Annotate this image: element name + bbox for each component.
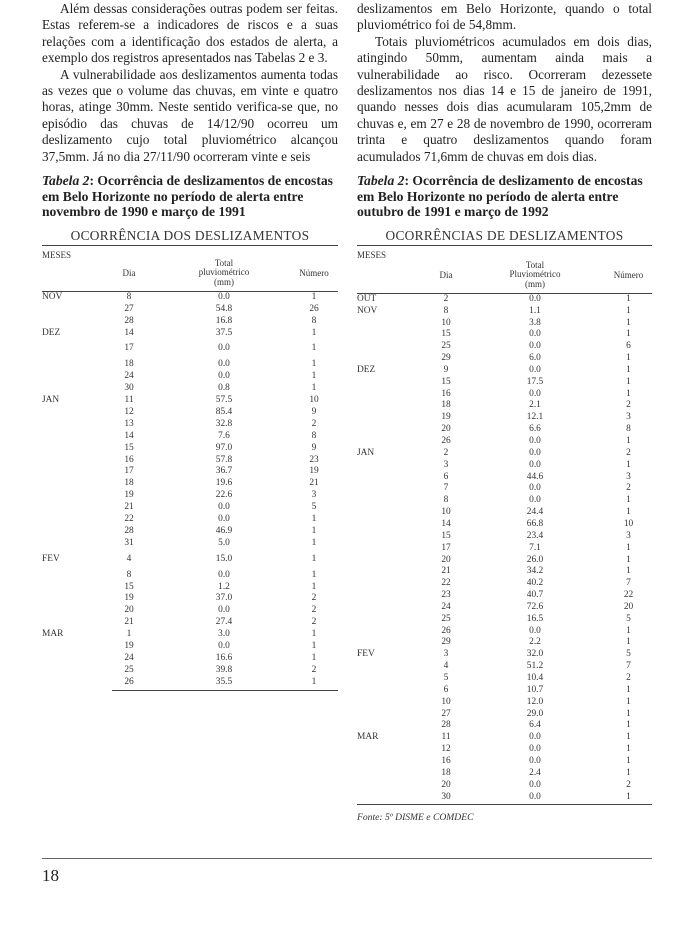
table-bottom-rule — [357, 804, 652, 805]
total-cell: 0.0 — [529, 459, 541, 470]
number-cell: 1 — [311, 676, 317, 687]
number-cell: 1 — [311, 553, 317, 564]
header-numero: Número — [299, 267, 329, 278]
total-cell: 0.0 — [529, 791, 541, 802]
number-cell: 8 — [311, 430, 317, 441]
day-cell: 15 — [441, 329, 451, 340]
table-body — [42, 292, 338, 694]
number-cell: 10 — [623, 518, 634, 529]
header-total-line1: Total — [525, 259, 545, 270]
total-cell: 24.4 — [526, 507, 544, 518]
number-cell: 1 — [626, 436, 631, 447]
day-cell: 2 — [443, 447, 449, 458]
number-cell: 5 — [626, 613, 631, 624]
day-cell: 18 — [124, 359, 134, 370]
paragraph: Totais pluviométricos acumulados em dois dias, atingindo 50mm, aumentam ainda mais a vulnerabilidade ao risco. Ocorreram dezessete deslizamentos nos dias 14 e 15 de janeiro de 1991, quando nesses dois dias acumularam 105,2mm de chuvas e, em 27 e 28 de novembro de 1990, ocorreram trinta e quatro deslizamentos quando foram acumulados 71,6mm de chuvas em dois dias. — [357, 33, 652, 164]
total-cell: 5.0 — [218, 537, 230, 548]
total-cell: 0.0 — [218, 502, 230, 513]
day-cell: 26 — [441, 436, 451, 447]
day-cell: 27 — [441, 708, 451, 719]
month-cell: FEV — [42, 553, 60, 564]
day-cell: 16 — [441, 755, 451, 766]
number-cell: 6 — [626, 341, 631, 352]
day-cell: 27 — [124, 303, 134, 314]
month-cell: DEZ — [42, 327, 61, 338]
total-cell: 10.7 — [526, 684, 544, 695]
total-cell: 0.0 — [529, 436, 541, 447]
total-cell: 16.8 — [215, 315, 233, 326]
number-cell: 1 — [626, 732, 631, 743]
total-cell: 0.0 — [218, 371, 230, 382]
page-footer-rule — [42, 858, 652, 859]
total-cell: 27.4 — [215, 617, 233, 628]
total-cell: 1.2 — [218, 581, 230, 592]
number-cell: 1 — [311, 569, 317, 580]
total-cell: 0.0 — [529, 293, 541, 304]
total-cell: 46.9 — [215, 525, 233, 536]
number-cell: 9 — [311, 442, 317, 453]
table-title: OCORRÊNCIAS DE DESLIZAMENTOS — [357, 228, 652, 246]
total-cell: 6.4 — [529, 720, 541, 731]
total-cell: 16.5 — [526, 613, 544, 624]
day-cell: 22 — [124, 514, 134, 525]
total-cell: 3.0 — [218, 629, 230, 640]
day-cell: 21 — [441, 566, 451, 577]
header-total-line2: pluviométrico — [198, 267, 250, 278]
total-cell: 19.6 — [215, 478, 233, 489]
day-cell: 28 — [441, 720, 451, 731]
number-cell: 1 — [626, 791, 631, 802]
table-header — [357, 246, 652, 294]
month-cell: NOV — [42, 291, 63, 302]
total-cell: 0.0 — [218, 291, 230, 302]
total-cell: 0.0 — [529, 447, 541, 458]
day-cell: 15 — [441, 376, 451, 387]
day-cell: 8 — [126, 291, 132, 302]
header-meses: MESES — [42, 249, 72, 260]
number-cell: 1 — [626, 684, 631, 695]
day-cell: 14 — [124, 430, 134, 441]
total-cell: 0.0 — [529, 744, 541, 755]
number-cell: 1 — [626, 566, 631, 577]
day-cell: 11 — [441, 732, 451, 743]
number-cell: 1 — [626, 744, 631, 755]
number-cell: 1 — [626, 708, 631, 719]
number-cell: 1 — [311, 343, 317, 354]
number-cell: 5 — [626, 649, 631, 660]
number-cell: 1 — [311, 371, 317, 382]
number-cell: 2 — [626, 673, 631, 684]
table-label: Tabela 2 — [42, 173, 90, 189]
day-cell: 10 — [441, 317, 451, 328]
number-cell: 1 — [311, 525, 317, 536]
total-cell: 0.0 — [529, 483, 541, 494]
total-cell: 15.0 — [215, 553, 233, 564]
number-cell: 1 — [626, 329, 631, 340]
day-cell: 4 — [126, 553, 132, 564]
number-cell: 3 — [626, 412, 631, 423]
table-label: Tabela 2 — [357, 173, 405, 189]
total-cell: 6.0 — [529, 353, 541, 364]
page-number: 18 — [42, 866, 59, 885]
number-cell: 1 — [626, 353, 631, 364]
number-cell: 1 — [311, 291, 317, 302]
month-cell: JAN — [42, 395, 60, 406]
left-column — [42, 0, 338, 694]
month-cell: NOV — [357, 305, 378, 316]
total-cell: 22.6 — [215, 490, 233, 501]
number-cell: 2 — [626, 400, 631, 411]
day-cell: 15 — [124, 442, 134, 453]
total-cell: 97.0 — [215, 442, 233, 453]
day-cell: 7 — [443, 483, 449, 494]
number-cell: 1 — [311, 629, 317, 640]
total-cell: 16.6 — [215, 652, 233, 663]
day-cell: 4 — [443, 661, 449, 672]
number-cell: 9 — [311, 406, 317, 417]
total-cell: 34.2 — [526, 566, 544, 577]
table-caption — [42, 173, 338, 220]
number-cell: 1 — [311, 359, 317, 370]
number-cell: 7 — [626, 578, 631, 589]
total-cell: 0.0 — [529, 732, 541, 743]
header-numero: Número — [613, 269, 644, 280]
day-cell: 20 — [124, 605, 134, 616]
total-cell: 26.0 — [526, 554, 544, 565]
header-total-line2: Pluviométrico — [509, 269, 561, 280]
day-cell: 26 — [124, 676, 134, 687]
header-total-line3: (mm) — [214, 276, 234, 287]
total-cell: 3.8 — [529, 317, 541, 328]
header-meses: MESES — [357, 249, 387, 260]
day-cell: 24 — [124, 652, 134, 663]
day-cell: 8 — [126, 569, 132, 580]
month-cell: OUT — [357, 293, 377, 304]
day-cell: 22 — [441, 578, 451, 589]
number-cell: 2 — [311, 605, 317, 616]
total-cell: 0.0 — [529, 364, 541, 375]
day-cell: 17 — [124, 343, 134, 354]
day-cell: 17 — [441, 542, 451, 553]
total-cell: 2.1 — [529, 400, 541, 411]
paragraph: deslizamentos em Belo Horizonte, quando o total pluviométrico foi de 54,8mm. — [357, 1, 652, 33]
number-cell: 1 — [626, 637, 631, 648]
day-cell: 16 — [441, 388, 451, 399]
day-cell: 1 — [126, 629, 132, 640]
number-cell: 3 — [626, 530, 631, 541]
day-cell: 21 — [124, 502, 134, 513]
table-caption-text: : Ocorrência de deslizamentos de encostas em Belo Horizonte no período de alerta entre novembro de 1990 e março de 1991 — [42, 173, 333, 220]
day-cell: 12 — [124, 406, 134, 417]
day-cell: 12 — [441, 744, 451, 755]
day-cell: 19 — [124, 641, 134, 652]
day-cell: 28 — [124, 525, 134, 536]
day-cell: 5 — [443, 673, 449, 684]
total-cell: 85.4 — [215, 406, 233, 417]
total-cell: 7.1 — [529, 542, 541, 553]
number-cell: 22 — [623, 590, 634, 601]
total-cell: 0.0 — [529, 755, 541, 766]
number-cell: 26 — [309, 303, 319, 314]
total-cell: 17.5 — [526, 376, 544, 387]
number-cell: 1 — [626, 542, 631, 553]
number-cell: 21 — [309, 478, 319, 489]
number-cell: 2 — [311, 418, 317, 429]
day-cell: 30 — [441, 791, 451, 802]
header-total — [182, 259, 266, 288]
total-cell: 57.8 — [215, 454, 233, 465]
number-cell: 1 — [311, 641, 317, 652]
number-cell: 1 — [626, 495, 631, 506]
total-cell: 12.0 — [526, 696, 544, 707]
total-cell: 66.8 — [526, 518, 544, 529]
day-cell: 24 — [124, 371, 134, 382]
number-cell: 1 — [626, 720, 631, 731]
total-cell: 0.8 — [218, 383, 230, 394]
number-cell: 1 — [626, 305, 631, 316]
total-cell: 0.0 — [529, 779, 541, 790]
header-total-line1: Total — [214, 257, 234, 268]
number-cell: 10 — [309, 395, 319, 406]
day-cell: 17 — [124, 466, 134, 477]
number-cell: 7 — [626, 661, 631, 672]
total-cell: 7.6 — [218, 430, 230, 441]
month-cell: MAR — [42, 629, 64, 640]
total-cell: 32.8 — [215, 418, 233, 429]
day-cell: 15 — [441, 530, 451, 541]
header-total-line3: (mm) — [525, 278, 545, 289]
day-cell: 19 — [124, 490, 134, 501]
total-cell: 54.8 — [215, 303, 233, 314]
total-cell: 0.0 — [529, 329, 541, 340]
day-cell: 20 — [441, 424, 451, 435]
total-cell: 35.5 — [215, 676, 233, 687]
total-cell: 0.0 — [529, 388, 541, 399]
day-cell: 18 — [441, 400, 451, 411]
paragraph: Além dessas considerações outras podem ser feitas. Estas referem-se a indicadores de riscos e a suas relações com a identificação dos estados de alerta, a exemplo dos registros apresentados nas Tabelas 2 e 3. — [42, 1, 338, 66]
number-cell: 20 — [623, 601, 634, 612]
total-cell: 2.4 — [529, 767, 541, 778]
number-cell: 1 — [626, 767, 631, 778]
number-cell: 1 — [311, 383, 317, 394]
total-cell: 23.4 — [526, 530, 544, 541]
day-cell: 29 — [441, 353, 451, 364]
number-cell: 8 — [626, 424, 631, 435]
total-cell: 10.4 — [526, 673, 544, 684]
table-bottom-rule — [112, 690, 338, 691]
total-cell: 2.2 — [529, 637, 541, 648]
number-cell: 2 — [311, 664, 317, 675]
total-cell: 1.1 — [529, 305, 541, 316]
day-cell: 21 — [124, 617, 134, 628]
day-cell: 3 — [443, 459, 449, 470]
month-cell: MAR — [357, 732, 379, 743]
table-title: OCORRÊNCIA DOS DESLIZAMENTOS — [42, 228, 338, 246]
number-cell: 2 — [311, 617, 317, 628]
day-cell: 3 — [443, 649, 449, 660]
day-cell: 11 — [124, 395, 134, 406]
number-cell: 2 — [626, 447, 631, 458]
day-cell: 19 — [124, 593, 134, 604]
day-cell: 23 — [441, 590, 451, 601]
number-cell: 2 — [626, 779, 631, 790]
total-cell: 0.0 — [218, 569, 230, 580]
number-cell: 1 — [311, 514, 317, 525]
number-cell: 1 — [626, 459, 631, 470]
day-cell: 14 — [441, 518, 451, 529]
day-cell: 20 — [441, 554, 451, 565]
day-cell: 24 — [441, 601, 451, 612]
number-cell: 1 — [626, 364, 631, 375]
number-cell: 1 — [626, 293, 631, 304]
day-cell: 10 — [441, 507, 451, 518]
total-cell: 12.1 — [526, 412, 544, 423]
header-dia: Dia — [439, 269, 453, 280]
header-total — [493, 261, 577, 290]
number-cell: 19 — [309, 466, 319, 477]
table-caption-text: : Ocorrência de deslizamento de encostas em Belo Horizonte no período de alerta entre outubro de 1991 e março de 1992 — [357, 173, 643, 220]
total-cell: 6.6 — [529, 424, 541, 435]
header-dia: Dia — [122, 267, 136, 278]
total-cell: 36.7 — [215, 466, 233, 477]
number-cell: 1 — [626, 388, 631, 399]
total-cell: 29.0 — [526, 708, 544, 719]
day-cell: 8 — [443, 305, 449, 316]
day-cell: 26 — [441, 625, 451, 636]
day-cell: 25 — [124, 664, 134, 675]
total-cell: 0.0 — [218, 359, 230, 370]
number-cell: 1 — [626, 554, 631, 565]
total-cell: 37.5 — [215, 327, 233, 338]
total-cell: 57.5 — [215, 395, 233, 406]
number-cell: 1 — [626, 317, 631, 328]
day-cell: 15 — [124, 581, 134, 592]
number-cell: 1 — [311, 652, 317, 663]
number-cell: 1 — [626, 376, 631, 387]
total-cell: 40.2 — [526, 578, 544, 589]
number-cell: 1 — [311, 537, 317, 548]
number-cell: 1 — [626, 755, 631, 766]
month-cell: FEV — [357, 649, 375, 660]
total-cell: 39.8 — [215, 664, 233, 675]
paragraph: A vulnerabilidade aos deslizamentos aumenta todas as vezes que o volume das chuvas, em vinte e quatro horas, atinge 30mm. Neste sentido verifica-se que, no episódio das chuvas de 14/12/90 ocorreu um deslizamento cujo total pluviométrico alcançou 37,5mm. Já no dia 27/11/90 ocorreram vinte e seis — [42, 66, 338, 164]
number-cell: 23 — [309, 454, 319, 465]
table-caption — [357, 173, 652, 220]
number-cell: 1 — [311, 327, 317, 338]
day-cell: 19 — [441, 412, 451, 423]
day-cell: 16 — [124, 454, 134, 465]
table-body — [357, 294, 652, 806]
total-cell: 0.0 — [529, 495, 541, 506]
day-cell: 2 — [443, 293, 449, 304]
total-cell: 37.0 — [215, 593, 233, 604]
number-cell: 5 — [311, 502, 317, 513]
day-cell: 18 — [441, 767, 451, 778]
number-cell: 1 — [626, 507, 631, 518]
right-column — [357, 0, 652, 823]
total-cell: 72.6 — [526, 601, 544, 612]
day-cell: 14 — [124, 327, 134, 338]
number-cell: 1 — [626, 625, 631, 636]
number-cell: 2 — [626, 483, 631, 494]
number-cell: 3 — [626, 471, 631, 482]
number-cell: 3 — [311, 490, 317, 501]
day-cell: 30 — [124, 383, 134, 394]
day-cell: 29 — [441, 637, 451, 648]
day-cell: 8 — [443, 495, 449, 506]
day-cell: 25 — [441, 341, 451, 352]
table-header — [42, 246, 338, 292]
total-cell: 40.7 — [526, 590, 544, 601]
total-cell: 0.0 — [529, 625, 541, 636]
day-cell: 6 — [443, 471, 449, 482]
total-cell: 0.0 — [218, 641, 230, 652]
day-cell: 10 — [441, 696, 451, 707]
day-cell: 20 — [441, 779, 451, 790]
month-cell: JAN — [357, 447, 375, 458]
number-cell: 1 — [626, 696, 631, 707]
total-cell: 0.0 — [218, 343, 230, 354]
day-cell: 28 — [124, 315, 134, 326]
day-cell: 18 — [124, 478, 134, 489]
day-cell: 25 — [441, 613, 451, 624]
total-cell: 32.0 — [526, 649, 544, 660]
total-cell: 0.0 — [218, 605, 230, 616]
table-source-note: Fonte: 5º DISME e COMDEC — [357, 811, 474, 823]
total-cell: 51.2 — [526, 661, 544, 672]
number-cell: 8 — [311, 315, 317, 326]
number-cell: 2 — [311, 593, 317, 604]
number-cell: 1 — [311, 581, 317, 592]
total-cell: 0.0 — [529, 341, 541, 352]
month-cell: DEZ — [357, 364, 376, 375]
total-cell: 0.0 — [218, 514, 230, 525]
day-cell: 31 — [124, 537, 134, 548]
day-cell: 6 — [443, 684, 449, 695]
day-cell: 13 — [124, 418, 134, 429]
total-cell: 44.6 — [526, 471, 544, 482]
day-cell: 9 — [443, 364, 449, 375]
